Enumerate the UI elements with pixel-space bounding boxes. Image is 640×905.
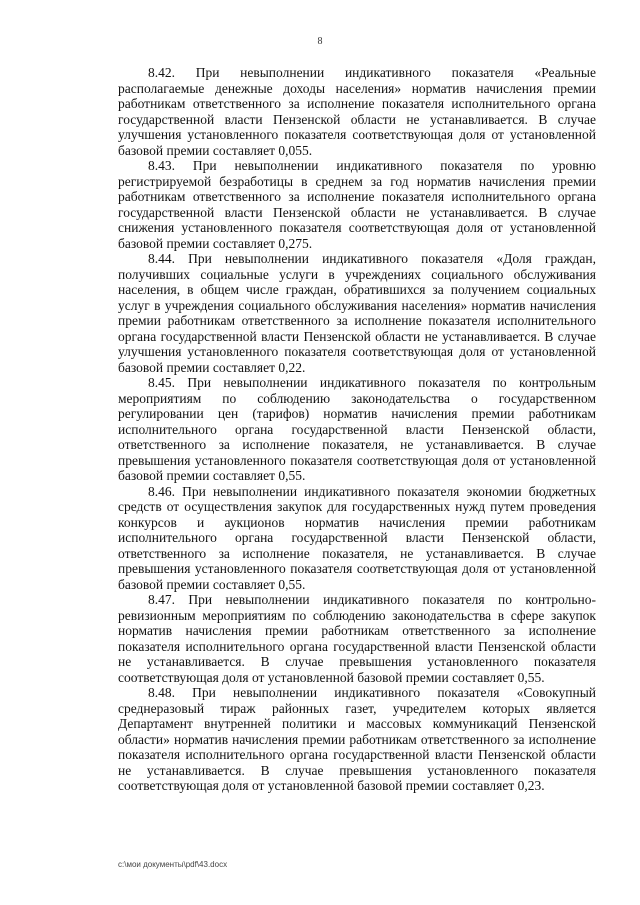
file-path-footer: c:\мои документы\pdf\43.docx: [118, 860, 228, 869]
paragraph-8-46: 8.46. При невыполнении индикативного показателя экономии бюджетных средств от осуществления закупок для государственных нужд путем проведения конкурсов и аукционов норматив начисления премии работникам исполнительного органа государственной власти Пензенской области, ответственного за исполнение показателя, не устанавливается. В случае превышения установленного показателя соответствующая доля от установленной базовой премии составляет 0,55.: [118, 483, 596, 592]
paragraph-8-48: 8.48. При невыполнении индикативного показателя «Совокупный среднеразовый тираж районных газет, учредителем которых является Департамент внутренней политики и массовых коммуникаций Пензенской области» норматив начисления премии работникам ответственного за исполнение показателя исполнительного органа государственной власти Пензенской области не устанавливается. В случае превышения установленного показателя соответствующая доля от установленной базовой премии составляет 0,23.: [118, 685, 596, 793]
paragraph-8-47: 8.47. При невыполнении индикативного показателя по контрольно-ревизионным мероприятиям по соблюдению законодательства в сфере закупок норматив начисления премии работникам ответственного за исполнение показателя исполнительного органа государственной власти Пензенской области не устанавливается. В случае превышения установленного показателя соответствующая доля от установленной базовой премии составляет 0,55.: [118, 592, 596, 685]
paragraph-8-45: 8.45. При невыполнении индикативного показателя по контрольным мероприятиям по соблюдению законодательства о государственном регулировании цен (тарифов) норматив начисления премии работникам исполнительного органа государственной власти Пензенской области, ответственного за исполнение показателя, не устанавливается. В случае превышения установленного показателя соответствующая доля от установленной базовой премии составляет 0,55.: [118, 375, 596, 483]
paragraph-8-43: 8.43. При невыполнении индикативного показателя по уровню регистрируемой безработицы в среднем за год норматив начисления премии работникам ответственного за исполнение показателя исполнительного органа государственной власти Пензенской области не устанавливается. В случае снижения установленного показателя соответствующая доля от установленной базовой премии составляет 0,275.: [118, 158, 596, 251]
paragraph-8-42: 8.42. При невыполнении индикативного показателя «Реальные располагаемые денежные доходы населения» норматив начисления премии работникам ответственного за исполнение показателя исполнительного органа государственной власти Пензенской области не устанавливается. В случае улучшения установленного показателя соответствующая доля от установленной базовой премии составляет 0,055.: [118, 65, 596, 158]
page-number: 8: [317, 36, 323, 47]
paragraph-8-44: 8.44. При невыполнении индикативного показателя «Доля граждан, получивших социальные услуги в учреждениях социального обслуживания населения, в общем числе граждан, обратившихся за получением социальных услуг в учреждения социального обслуживания населения» норматив начисления премии работникам ответственного за исполнение показателя исполнительного органа государственной власти Пензенской области не устанавливается. В случае улучшения установленного показателя соответствующая доля от установленной базовой премии составляет 0,22.: [118, 251, 596, 375]
document-body: [118, 65, 596, 794]
